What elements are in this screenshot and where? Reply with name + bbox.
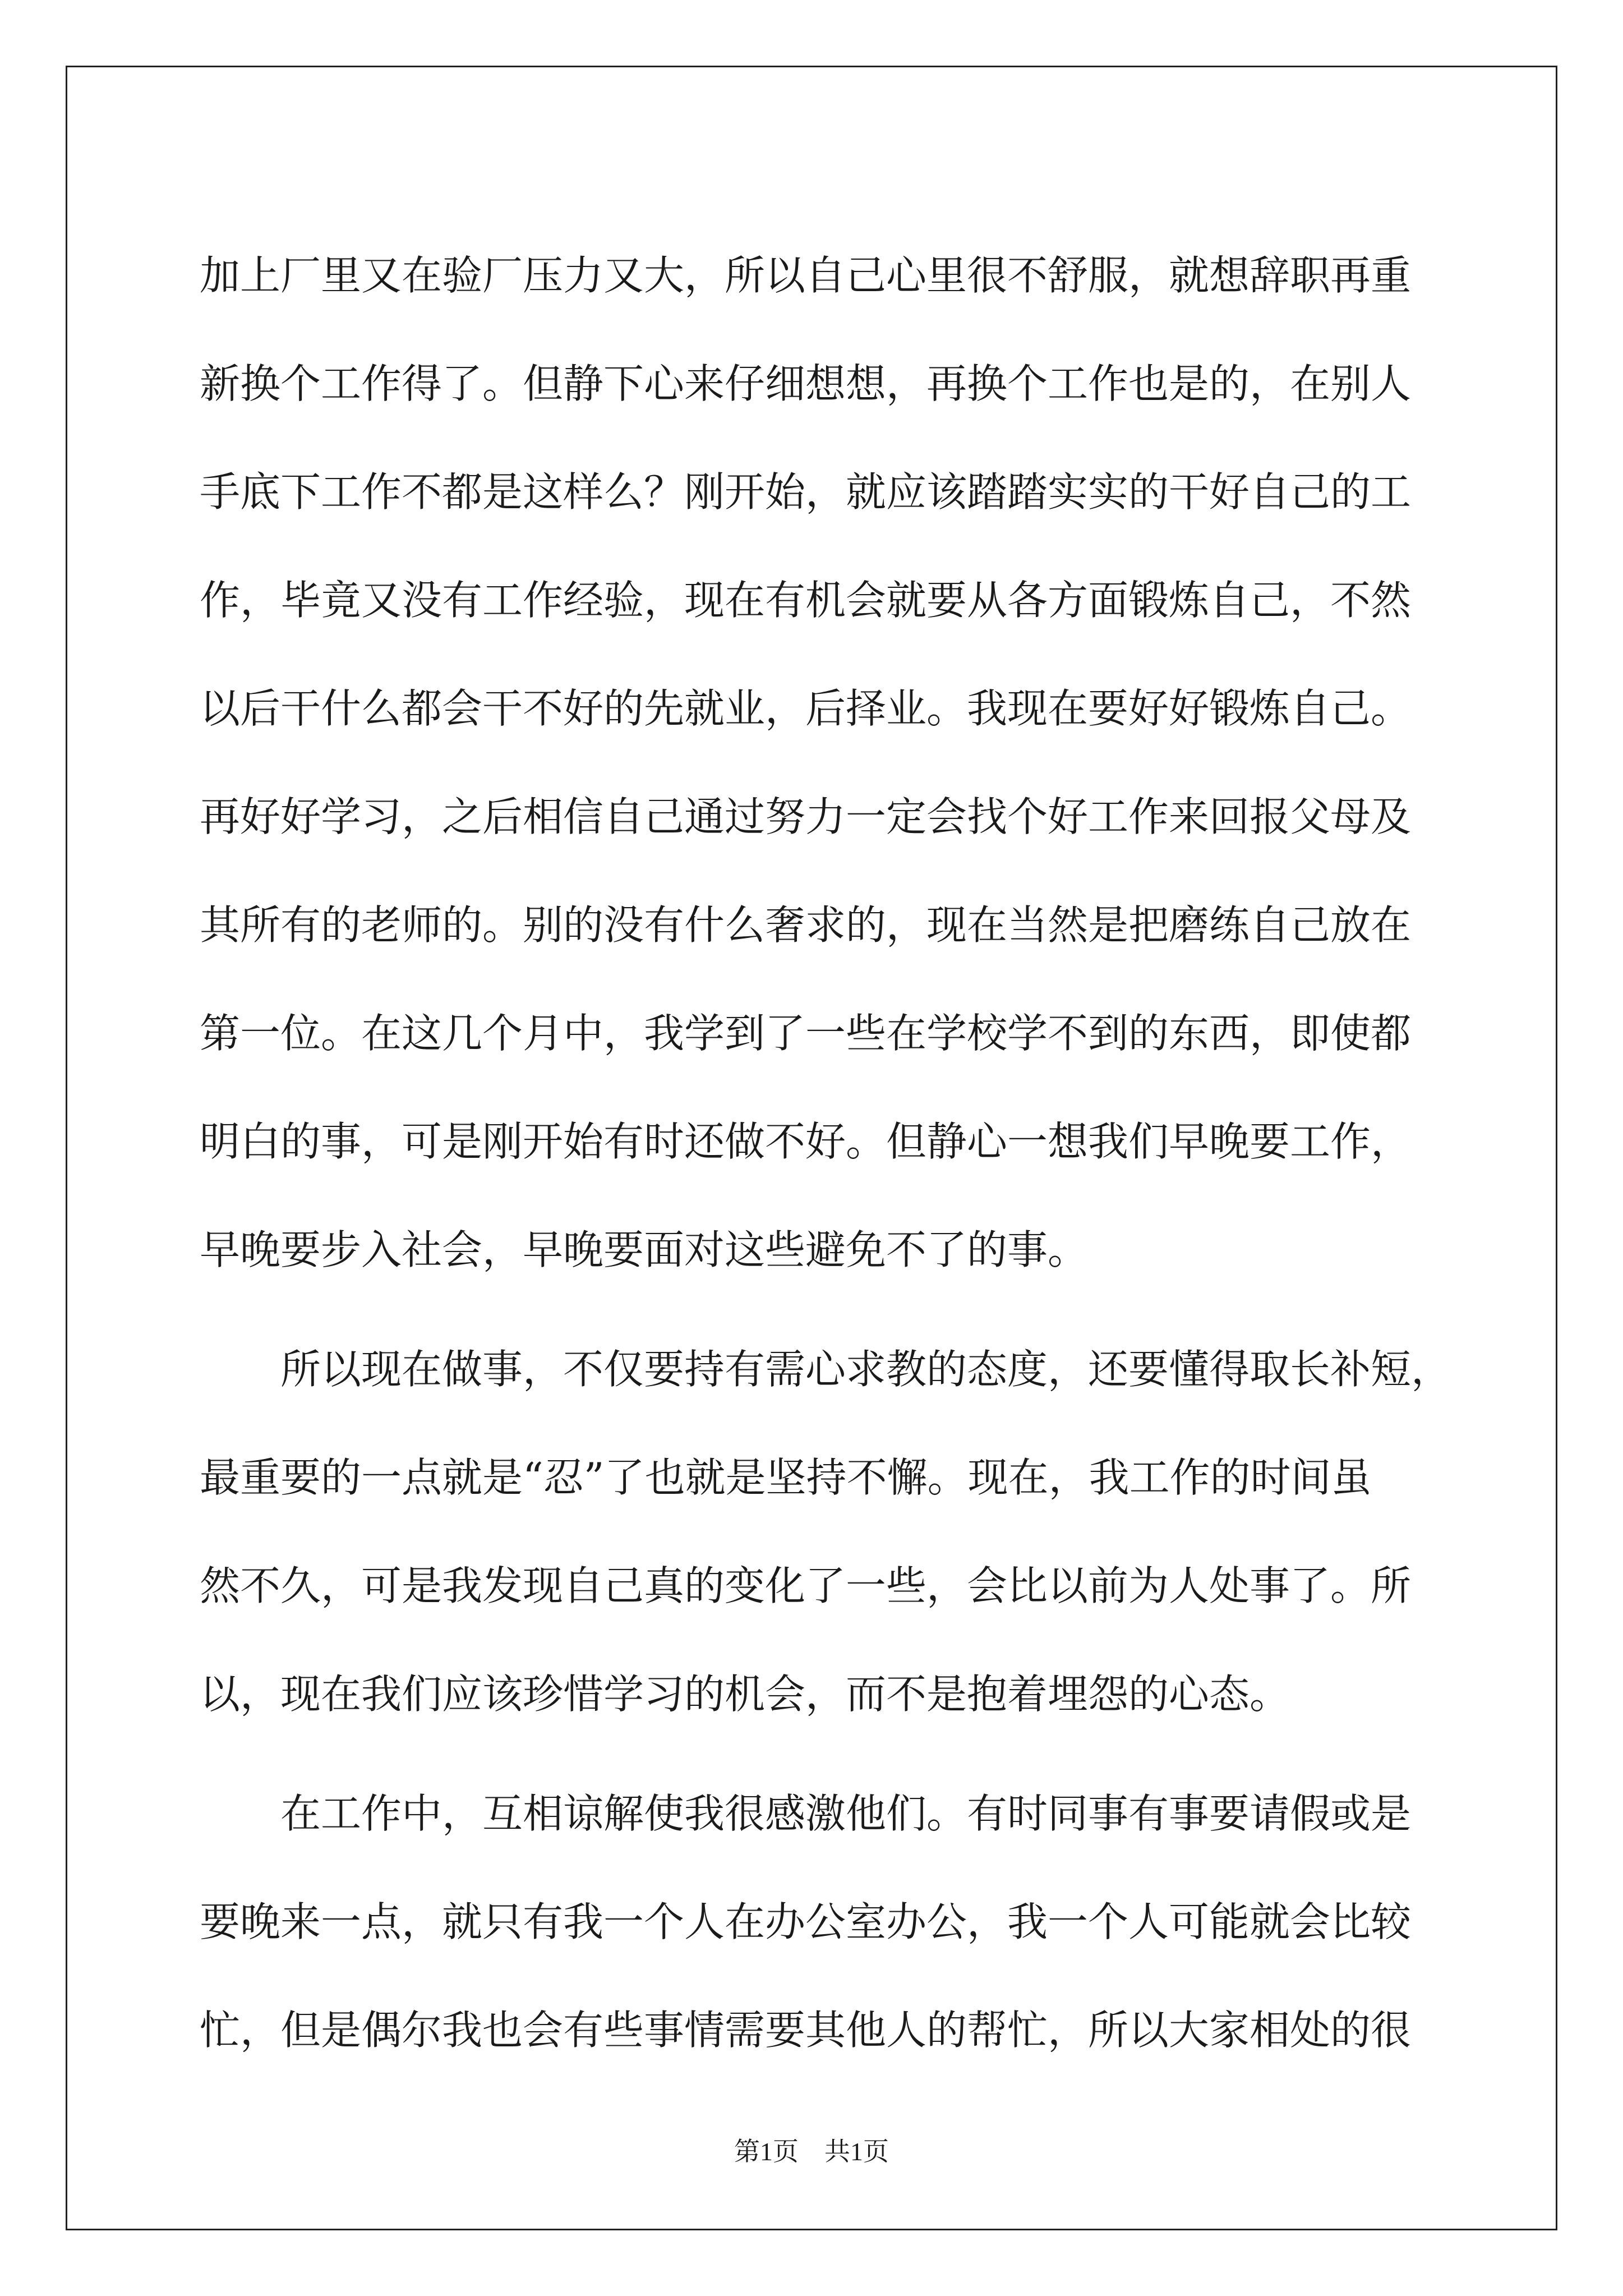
text-line: 作，毕竟又没有工作经验，现在有机会就要从各方面锻炼自己，不然 (200, 577, 1412, 624)
text-line: 明白的事，可是刚开始有时还做不好。但静心一想我们早晚要工作， (200, 1118, 1412, 1165)
text-line: 然不久，可是我发现自己真的变化了一些，会比以前为人处事了。所 (200, 1562, 1412, 1609)
text-line: 再好好学习，之后相信自己通过努力一定会找个好工作来回报父母及 (200, 793, 1412, 840)
paragraph-first-line: 在工作中，互相谅解使我很感激他们。有时同事有事要请假或是 (280, 1790, 1412, 1837)
text-line: 新换个工作得了。但静下心来仔细想想，再换个工作也是的，在别人 (200, 360, 1412, 407)
paragraph-first-line: 所以现在做事，不仅要持有需心求教的态度，还要懂得取长补短， (280, 1346, 1452, 1393)
text-line: 要晚来一点，就只有我一个人在办公室办公，我一个人可能就会比较 (200, 1898, 1412, 1945)
text-line: 手底下工作不都是这样么？刚开始，就应该踏踏实实的干好自己的工 (200, 468, 1412, 516)
text-line: 第一位。在这几个月中，我学到了一些在学校学不到的东西，即使都 (200, 1010, 1412, 1057)
page-number-footer: 第1页 共1页 (734, 2137, 889, 2166)
paragraph-gap (200, 1304, 1433, 1315)
paragraph-gap (200, 1749, 1433, 1760)
text-line: 忙，但是偶尔我也会有些事情需要其他人的帮忙，所以大家相处的很 (200, 2007, 1412, 2054)
text-line: 加上厂里又在验厂压力又大，所以自己心里很不舒服，就想辞职再重 (200, 252, 1412, 299)
text-line: 以后干什么都会干不好的先就业，后择业。我现在要好好锻炼自己。 (200, 685, 1412, 732)
text-line: 早晚要步入社会，早晚要面对这些避免不了的事。 (200, 1226, 1089, 1273)
text-line: 以，现在我们应该珍惜学习的机会，而不是抱着埋怨的心态。 (200, 1671, 1290, 1718)
document-body (200, 222, 1452, 2085)
text-line: 最重要的一点就是“忍”了也就是坚持不懈。现在，我工作的时间虽 (200, 1454, 1372, 1501)
text-line: 其所有的老师的。别的没有什么奢求的，现在当然是把磨练自己放在 (200, 901, 1412, 949)
